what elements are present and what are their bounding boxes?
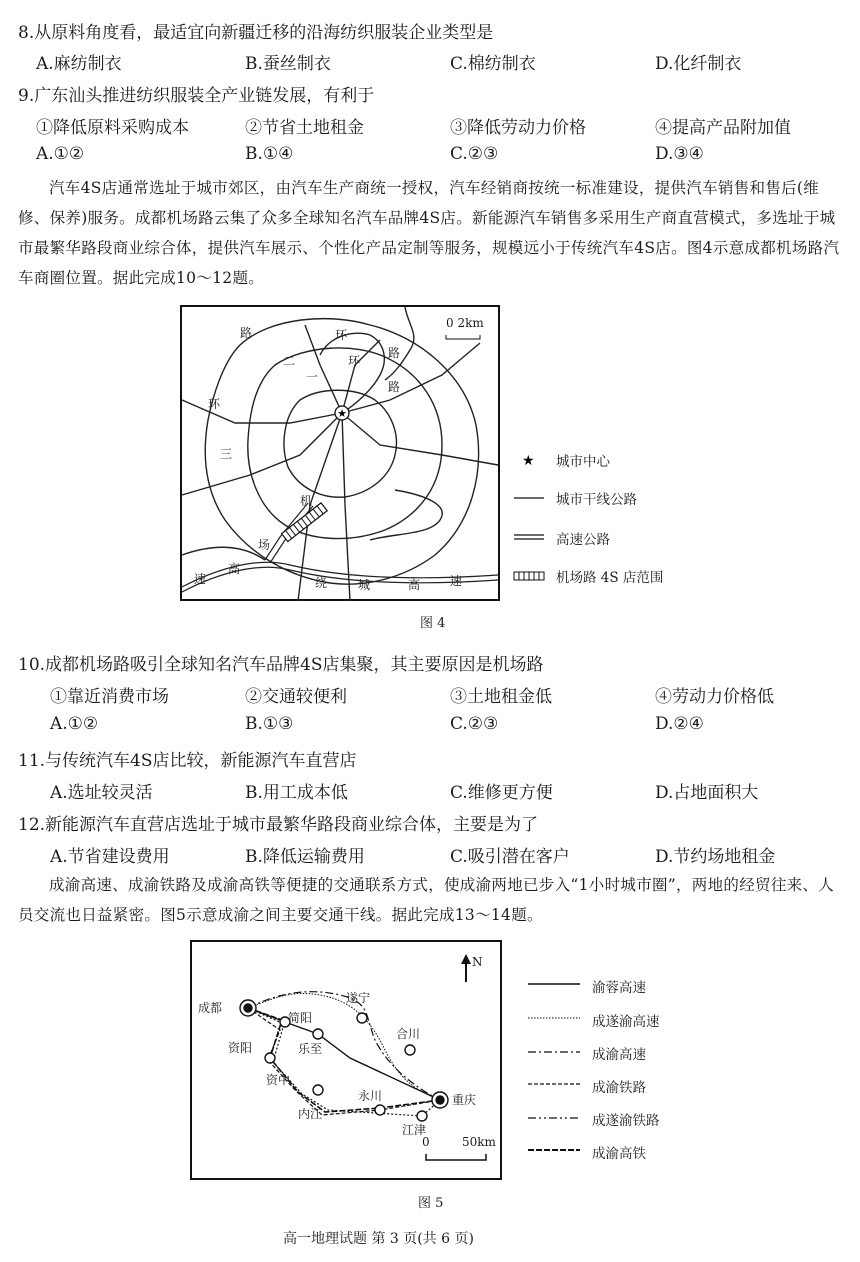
city-label: 江津 [402, 1123, 427, 1137]
map-label: 路 [388, 346, 401, 360]
map-label: 速 [450, 574, 463, 588]
figure-5-chengyu-map [190, 940, 502, 1180]
map-label: 场 [258, 538, 271, 552]
city-label: 永川 [358, 1089, 383, 1103]
legend-trunk-road: 城市干线公路 [556, 492, 637, 508]
legend-4s-range: 机场路 4S 店范围 [556, 570, 664, 586]
legend-chengyu-expressway: 成渝高速 [592, 1047, 646, 1063]
map-label: 机 [300, 494, 313, 508]
q10-item-3: ③土地租金低 [450, 687, 552, 707]
scale-label: 0 2km [446, 316, 484, 330]
passage-chengyu-transport: 成渝高速、成渝铁路及成渝高铁等便捷的交通联系方式，使成渝两地已步入“1小时城市圈”，两地的经贸往来、人员交流也日益紧密。图5示意成渝之间主要交通干线。据此完成13～14题。 [18, 876, 835, 924]
map-label: 二 [283, 354, 296, 368]
map-label: 一 [306, 370, 319, 384]
figure-4-legend-symbols [512, 448, 546, 588]
q12-option-b: B.降低运输费用 [245, 847, 365, 867]
q9-option-b: B.①④ [245, 144, 294, 164]
legend-city-center: 城市中心 [556, 454, 610, 470]
q9-stem: 9.广东汕头推进纺织服装全产业链发展，有利于 [18, 86, 375, 106]
map-label: 城 [358, 578, 371, 592]
q10-item-1: ①靠近消费市场 [50, 687, 169, 707]
q12-option-d: D.节约场地租金 [655, 847, 776, 867]
city-label: 内江 [298, 1107, 323, 1121]
q8-option-a: A.麻纺制衣 [36, 54, 122, 74]
map-label: 速 [194, 572, 207, 586]
map-label: 环 [335, 328, 348, 342]
city-label: 合川 [396, 1027, 421, 1041]
q10-item-4: ④劳动力价格低 [655, 687, 774, 707]
q8-option-b: B.蚕丝制衣 [245, 54, 331, 74]
q9-option-c: C.②③ [450, 144, 499, 164]
city-label: 遂宁 [346, 991, 371, 1005]
q8-option-c: C.棉纺制衣 [450, 54, 536, 74]
q10-option-b: B.①③ [245, 714, 294, 734]
q9-item-2: ②节省土地租金 [245, 118, 364, 138]
page-footer: 高一地理试题 第 3 页(共 6 页) [283, 1231, 474, 1247]
q9-option-d: D.③④ [655, 144, 704, 164]
legend-chengsuiyu-railway: 成遂渝铁路 [592, 1113, 660, 1129]
q10-stem: 10.成都机场路吸引全球知名汽车品牌4S店集聚，其主要原因是机场路 [18, 655, 544, 675]
q11-option-a: A.选址较灵活 [50, 783, 153, 803]
q11-stem: 11.与传统汽车4S店比较，新能源汽车直营店 [18, 751, 357, 771]
q12-option-a: A.节省建设费用 [50, 847, 170, 867]
legend-expressway: 高速公路 [556, 532, 610, 548]
scale-zero: 0 [422, 1135, 430, 1149]
city-label: 成都 [198, 1001, 223, 1015]
q8-option-d: D.化纤制衣 [655, 54, 742, 74]
map-label: 高 [408, 578, 421, 592]
q10-option-a: A.①② [50, 714, 99, 734]
q9-item-4: ④提高产品附加值 [655, 118, 791, 138]
star-icon: ★ [522, 453, 535, 469]
legend-yurong-expressway: 渝蓉高速 [592, 980, 646, 996]
q10-option-d: D.②④ [655, 714, 704, 734]
q10-item-2: ②交通较便利 [245, 687, 347, 707]
legend-chengsuiyu-expressway: 成遂渝高速 [592, 1014, 660, 1030]
q11-option-c: C.维修更方便 [450, 783, 553, 803]
city-label: 简阳 [288, 1011, 313, 1025]
q10-option-c: C.②③ [450, 714, 499, 734]
q9-item-3: ③降低劳动力价格 [450, 118, 586, 138]
map-label: 绕 [315, 576, 328, 590]
map-label: 环 [348, 354, 361, 368]
map-label: 三 [220, 447, 233, 461]
q11-option-b: B.用工成本低 [245, 783, 348, 803]
passage-4s-stores: 汽车4S店通常选址于城市郊区，由汽车生产商统一授权，汽车经销商按统一标准建设，提供汽车销售和售后(维修、保养)服务。成都机场路云集了众多全球知名汽车品牌4S店。新能源汽车销售多采用生产商直营模式，多选址于城市最繁华路段商业综合体，提供汽车展示、个性化产品定制等服务，规模远小于传统汽车4S店。图4示意成都机场路汽车商圈位置。据此完成10～12题。 [18, 179, 840, 287]
map-label: 路 [240, 326, 253, 340]
city-label: 资中 [266, 1073, 291, 1087]
legend-chengyu-highspeed-rail: 成渝高铁 [592, 1146, 646, 1162]
q11-option-d: D.占地面积大 [655, 783, 759, 803]
q12-stem: 12.新能源汽车直营店选址于城市最繁华路段商业综合体，主要是为了 [18, 815, 539, 835]
figure-5-caption: 图 5 [418, 1196, 444, 1211]
legend-chengyu-railway: 成渝铁路 [592, 1080, 646, 1096]
map-label: 环 [208, 397, 221, 411]
city-center-star-icon: ★ [337, 407, 347, 420]
figure-4-caption: 图 4 [420, 616, 446, 631]
q9-item-1: ①降低原料采购成本 [36, 118, 189, 138]
map-label: 路 [388, 380, 401, 394]
map-label: 高 [228, 562, 241, 576]
north-label: N [472, 955, 483, 969]
figure-5-legend-symbols [526, 975, 582, 1161]
q8-stem: 8.从原料角度看，最适宜向新疆迁移的沿海纺织服装企业类型是 [18, 23, 494, 43]
q12-option-c: C.吸引潜在客户 [450, 847, 570, 867]
city-label: 乐至 [298, 1042, 323, 1056]
figure-4-chengdu-map [180, 305, 500, 601]
city-label: 重庆 [452, 1093, 477, 1107]
q9-option-a: A.①② [36, 144, 85, 164]
scale-label: 50km [462, 1135, 496, 1149]
city-label: 资阳 [228, 1041, 253, 1055]
